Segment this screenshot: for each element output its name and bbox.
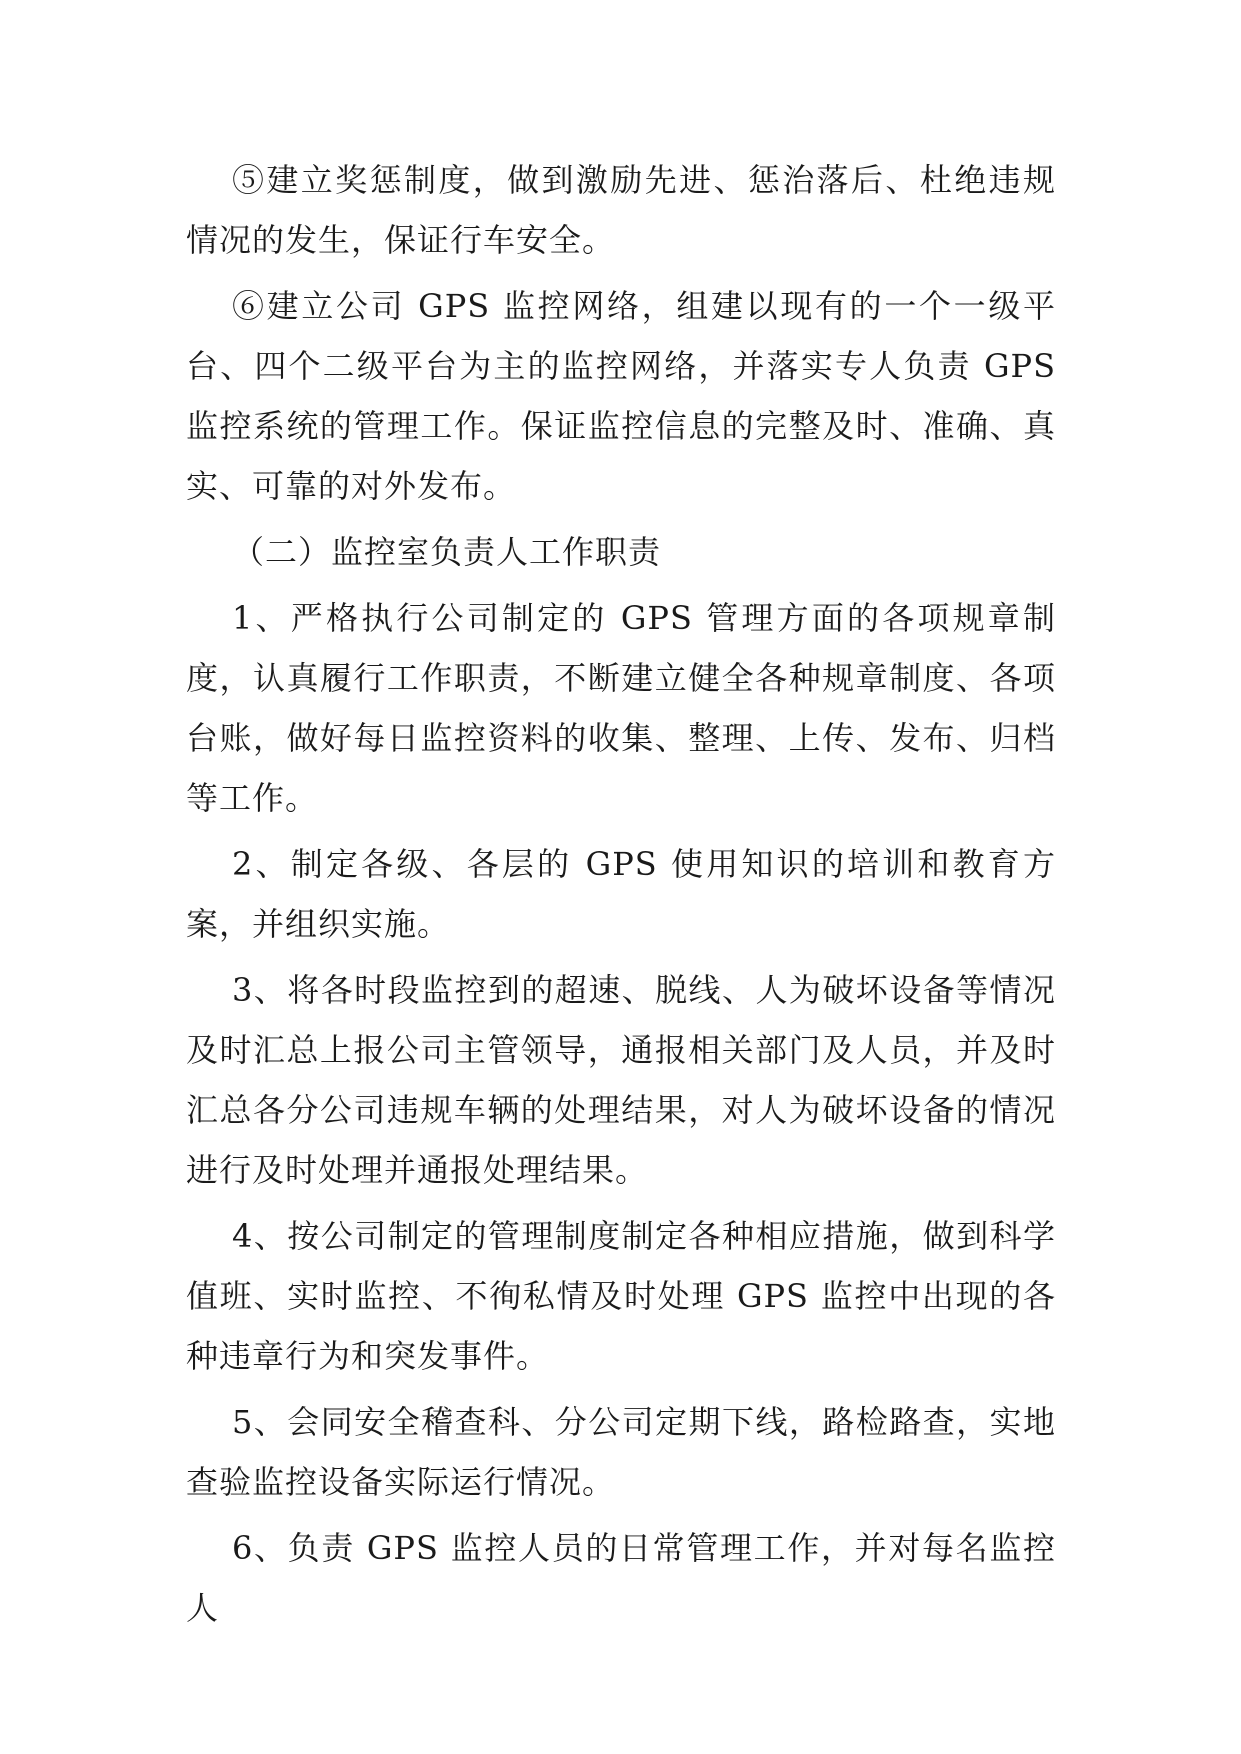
list-item: 4、按公司制定的管理制度制定各种相应措施，做到科学值班、实时监控、不徇私情及时处理 GPS 监控中出现的各种违章行为和突发事件。 [186,1217,1056,1375]
list-item: 5、会同安全稽查科、分公司定期下线，路检路查，实地查验监控设备实际运行情况。 [186,1403,1056,1501]
paragraph-reward-punishment: ⑤建立奖惩制度，做到激励先进、惩治落后、杜绝违规情况的发生，保证行车安全。 [186,161,1056,259]
list-item: 2、制定各级、各层的 GPS 使用知识的培训和教育方案，并组织实施。 [186,845,1056,943]
section-heading: （二）监控室负责人工作职责 [232,533,662,571]
paragraph-gps-network: ⑥建立公司 GPS 监控网络，组建以现有的一个一级平台、四个二级平台为主的监控网络，并落实专人负责 GPS 监控系统的管理工作。保证监控信息的完整及时、准确、真实、可靠的对外发布。 [186,287,1056,505]
list-item: 1、严格执行公司制定的 GPS 管理方面的各项规章制度，认真履行工作职责，不断建立健全各种规章制度、各项台账，做好每日监控资料的收集、整理、上传、发布、归档等工作。 [186,599,1056,817]
list-item: 6、负责 GPS 监控人员的日常管理工作，并对每名监控人 [186,1529,1056,1627]
list-item: 3、将各时段监控到的超速、脱线、人为破坏设备等情况及时汇总上报公司主管领导，通报相关部门及人员，并及时汇总各分公司违规车辆的处理结果，对人为破坏设备的情况进行及时处理并通报处理结果。 [186,971,1056,1189]
document-body [186,150,1056,1644]
